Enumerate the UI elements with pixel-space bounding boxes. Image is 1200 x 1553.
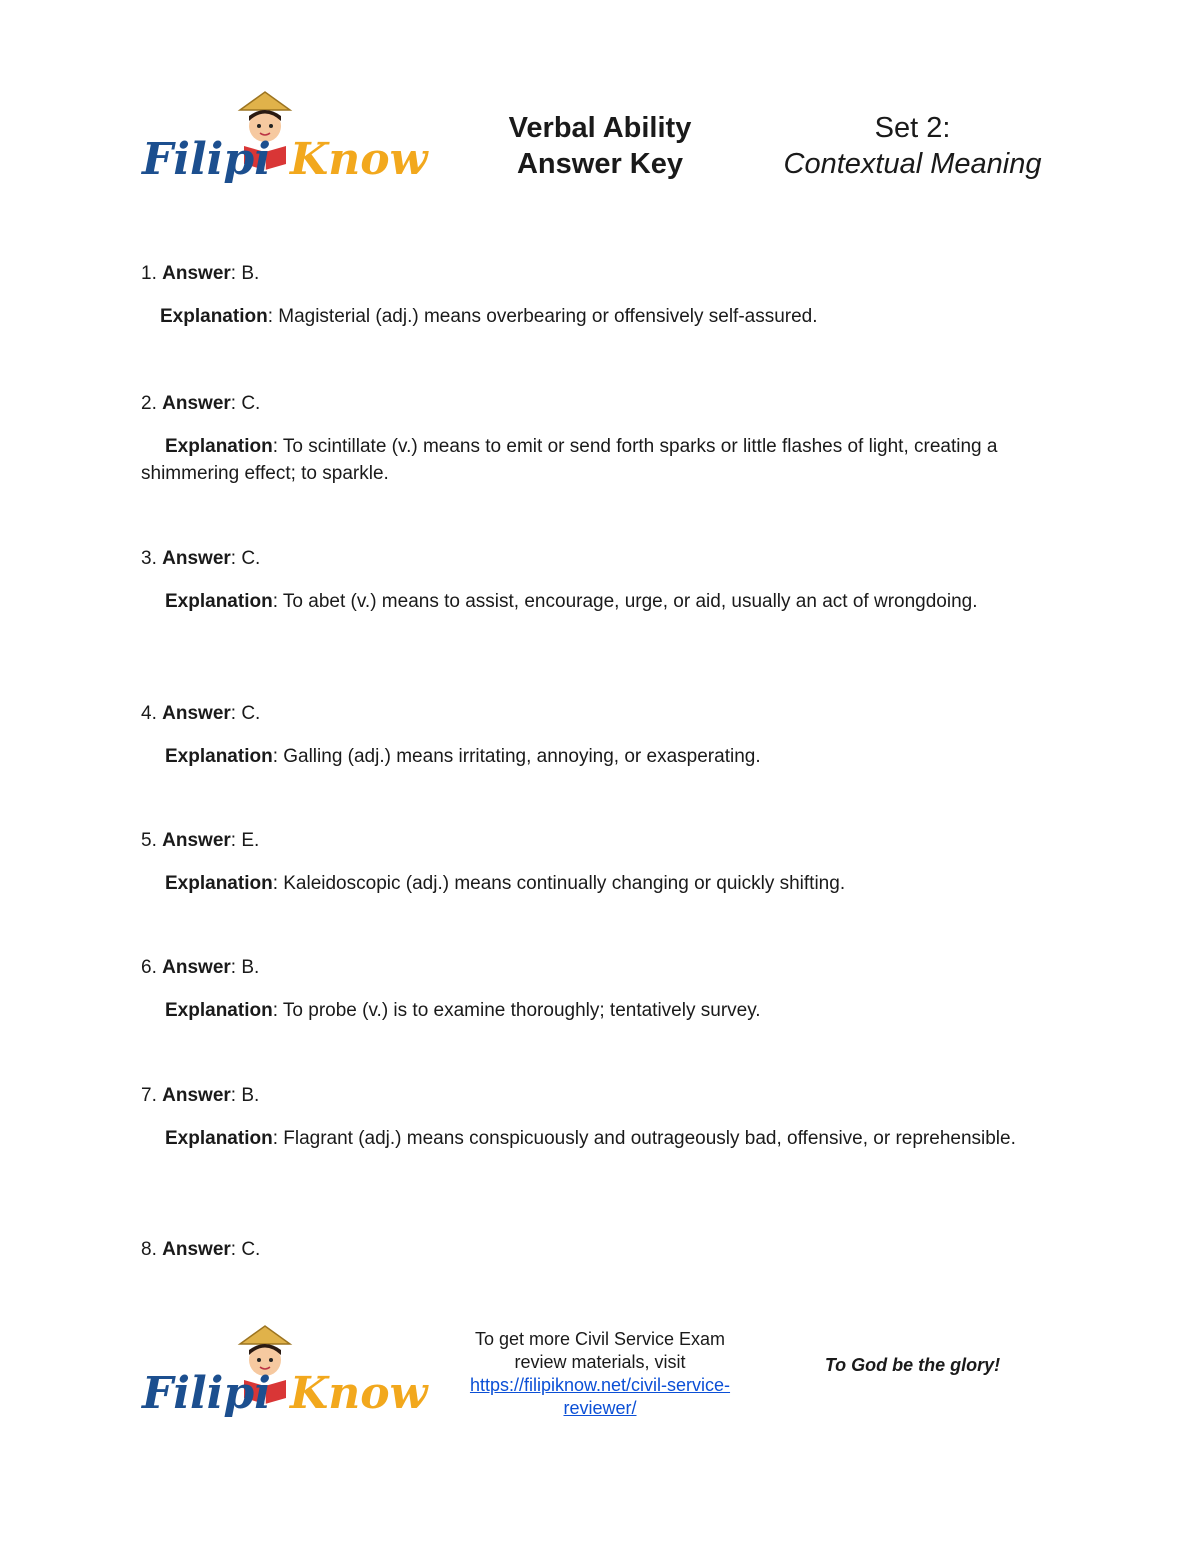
answer-value: : C. — [230, 1239, 261, 1260]
answer-label: Answer — [162, 393, 231, 414]
title-line-1: Verbal Ability — [508, 112, 692, 144]
explanation-label: Explanation — [165, 591, 273, 612]
answer-label: Answer — [162, 1239, 231, 1260]
answer-item-8 — [141, 1236, 1041, 1263]
answer-item-3 — [141, 545, 1041, 615]
answer-value: : E. — [230, 830, 260, 851]
explanation-text: : To abet (v.) means to assist, encourage, urge, or aid, usually an act of wrongdoing. — [272, 591, 978, 612]
answer-label: Answer — [162, 1085, 231, 1106]
item-number: 3. — [141, 548, 157, 569]
document-title — [470, 110, 730, 182]
logo-word-know: Know — [290, 134, 428, 185]
explanation-text: : Flagrant (adj.) means conspicuously and outrageously bad, offensive, or reprehensible. — [272, 1128, 1016, 1149]
explanation-label: Explanation — [165, 1128, 273, 1149]
answer-value: : C. — [230, 703, 261, 724]
answer-value: : C. — [230, 393, 261, 414]
explanation-text: : Galling (adj.) means irritating, annoying, or exasperating. — [272, 746, 761, 767]
explanation-text: : To scintillate (v.) means to emit or send forth sparks or little flashes of light, creating a shimmering effect; to sparkle. — [141, 436, 998, 484]
reviewer-link[interactable]: https://filipiknow.net/civil-service- reviewer/ — [469, 1375, 731, 1418]
answer-item-4 — [141, 700, 1041, 770]
explanation-label: Explanation — [160, 306, 268, 327]
answer-label: Answer — [162, 830, 231, 851]
item-number: 7. — [141, 1085, 157, 1106]
explanation-label: Explanation — [165, 436, 273, 457]
answer-item-7 — [141, 1082, 1041, 1152]
answer-item-1 — [141, 260, 1041, 330]
set-heading — [760, 110, 1065, 182]
answer-value: : B. — [230, 1085, 260, 1106]
item-number: 6. — [141, 957, 157, 978]
answer-label: Answer — [162, 548, 231, 569]
logo-word-filipi: Filipi — [142, 134, 271, 185]
set-subtitle: Contextual Meaning — [783, 148, 1042, 180]
answer-item-2 — [141, 390, 1041, 487]
footer-tagline: To God be the glory! — [824, 1355, 1001, 1375]
answer-item-6 — [141, 954, 1041, 1024]
footer-promo — [440, 1328, 760, 1420]
item-number: 4. — [141, 703, 157, 724]
answer-label: Answer — [162, 263, 231, 284]
answer-label: Answer — [162, 957, 231, 978]
explanation-text: : To probe (v.) is to examine thoroughly; tentatively survey. — [272, 1000, 761, 1021]
filipiknow-logo — [140, 88, 428, 188]
explanation-label: Explanation — [165, 873, 273, 894]
answer-value: : B. — [230, 957, 260, 978]
promo-line-1: To get more Civil Service Exam — [474, 1329, 726, 1349]
promo-line-2: review materials, visit — [514, 1352, 686, 1372]
item-number: 2. — [141, 393, 157, 414]
explanation-text: : Magisterial (adj.) means overbearing or offensively self-assured. — [267, 306, 818, 327]
filipiknow-footer-logo — [140, 1322, 428, 1422]
answer-value: : C. — [230, 548, 261, 569]
explanation-label: Explanation — [165, 746, 273, 767]
set-label: Set 2: — [874, 112, 951, 144]
item-number: 8. — [141, 1239, 157, 1260]
explanation-text: : Kaleidoscopic (adj.) means continually changing or quickly shifting. — [272, 873, 846, 894]
filipiknow-footer-logo-graphic — [140, 1322, 428, 1422]
answer-label: Answer — [162, 703, 231, 724]
explanation-label: Explanation — [165, 1000, 273, 1021]
filipiknow-logo-graphic — [140, 88, 428, 188]
item-number: 5. — [141, 830, 157, 851]
logo-word-filipi: Filipi — [142, 1368, 271, 1419]
answer-item-5 — [141, 827, 1041, 897]
item-number: 1. — [141, 263, 157, 284]
logo-word-know: Know — [290, 1368, 428, 1419]
title-line-2: Answer Key — [516, 148, 683, 180]
answer-value: : B. — [230, 263, 260, 284]
